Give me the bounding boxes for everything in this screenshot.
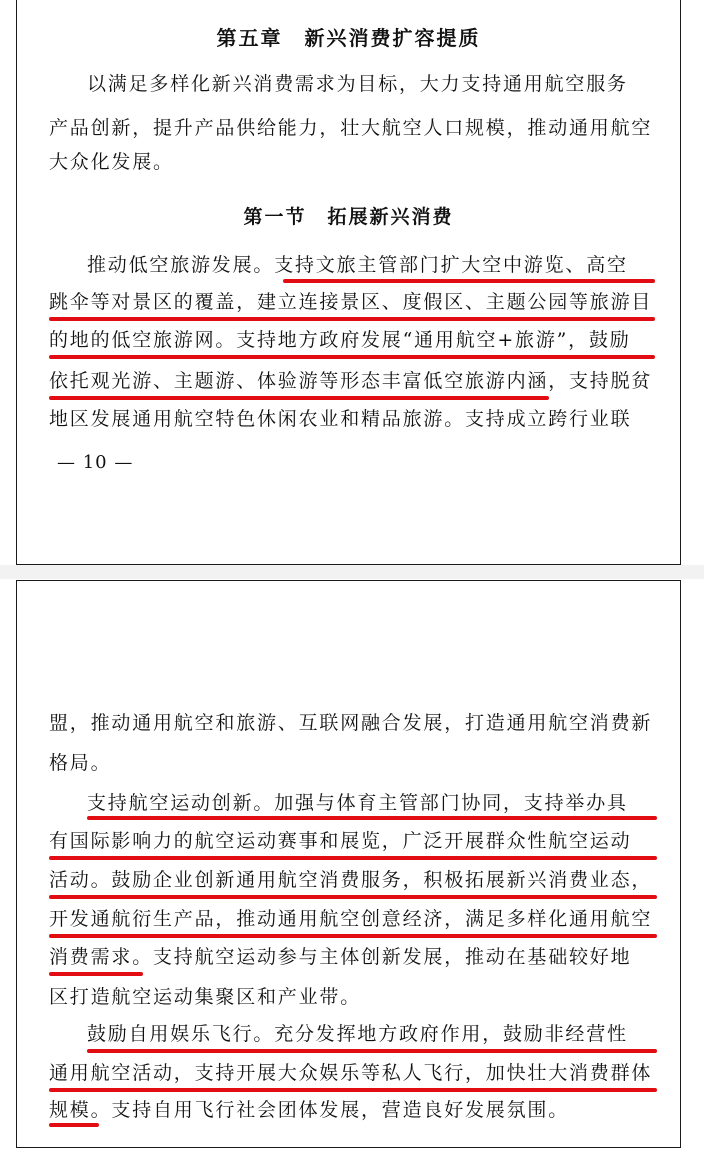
cont-line-2: 格局。 (49, 752, 112, 774)
highlight-underline (49, 396, 549, 400)
para1-line-5: 地区发展通用航空特色休闲农业和精品旅游。支持成立跨行业联 (49, 408, 632, 430)
highlight-underline (49, 934, 657, 938)
cont-line-1: 盟，推动通用航空和旅游、互联网融合发展，打造通用航空消费新 (49, 712, 653, 734)
intro-line-3: 大众化发展。 (49, 151, 174, 173)
para2-line-5: 消费需求。支持航空运动参与主体创新发展，推动在基础较好地 (49, 946, 632, 968)
highlight-underline (49, 895, 657, 899)
highlight-underline (49, 317, 655, 321)
para3-line-3: 规模。支持自用飞行社会团体发展，营造良好发展氛围。 (49, 1099, 570, 1121)
document-page-upper (16, 0, 681, 565)
para2-line-2: 有国际影响力的航空运动赛事和展览，广泛开展群众性航空运动 (49, 830, 632, 852)
para2-line-3: 活动。鼓励企业创新通用航空消费服务，积极拓展新兴消费业态， (49, 869, 653, 891)
para1-line-1: 推动低空旅游发展。支持文旅主管部门扩大空中游览、高空 (87, 254, 628, 276)
highlight-underline (283, 279, 655, 283)
highlight-underline (49, 856, 657, 860)
highlight-underline (49, 1088, 657, 1092)
highlight-underline (49, 1123, 99, 1127)
para1-line-4: 依托观光游、主题游、体验游等形态丰富低空旅游内涵，支持脱贫 (49, 370, 653, 392)
highlight-underline (87, 1049, 657, 1053)
document-page-lower (16, 580, 681, 1148)
page-number: — 10 — (57, 452, 134, 473)
section-title: 第一节 拓展新兴消费 (243, 206, 454, 228)
chapter-title: 第五章 新兴消费扩容提质 (216, 26, 481, 50)
intro-line-2: 产品创新，提升产品供给能力，壮大航空人口规模，推动通用航空 (49, 117, 653, 139)
para2-line-1: 支持航空运动创新。加强与体育主管部门协同，支持举办具 (87, 792, 628, 814)
para2-line-6: 区打造航空运动集聚区和产业带。 (49, 986, 362, 1008)
para3-line-1: 鼓励自用娱乐飞行。充分发挥地方政府作用，鼓励非经营性 (87, 1023, 628, 1045)
highlight-underline (87, 816, 657, 820)
intro-line-1: 以满足多样化新兴消费需求为目标，大力支持通用航空服务 (87, 73, 628, 95)
para1-line-2: 跳伞等对景区的覆盖，建立连接景区、度假区、主题公园等旅游目 (49, 291, 653, 313)
page-gap (0, 565, 704, 579)
para1-line-3: 的地的低空旅游网。支持地方政府发展“通用航空+旅游”，鼓励 (49, 329, 631, 351)
para3-line-2: 通用航空活动，支持开展大众娱乐等私人飞行，加快壮大消费群体 (49, 1062, 653, 1084)
highlight-underline (49, 972, 143, 976)
para2-line-4: 开发通航衍生产品，推动通用航空创意经济，满足多样化通用航空 (49, 908, 653, 930)
highlight-underline (49, 355, 655, 359)
